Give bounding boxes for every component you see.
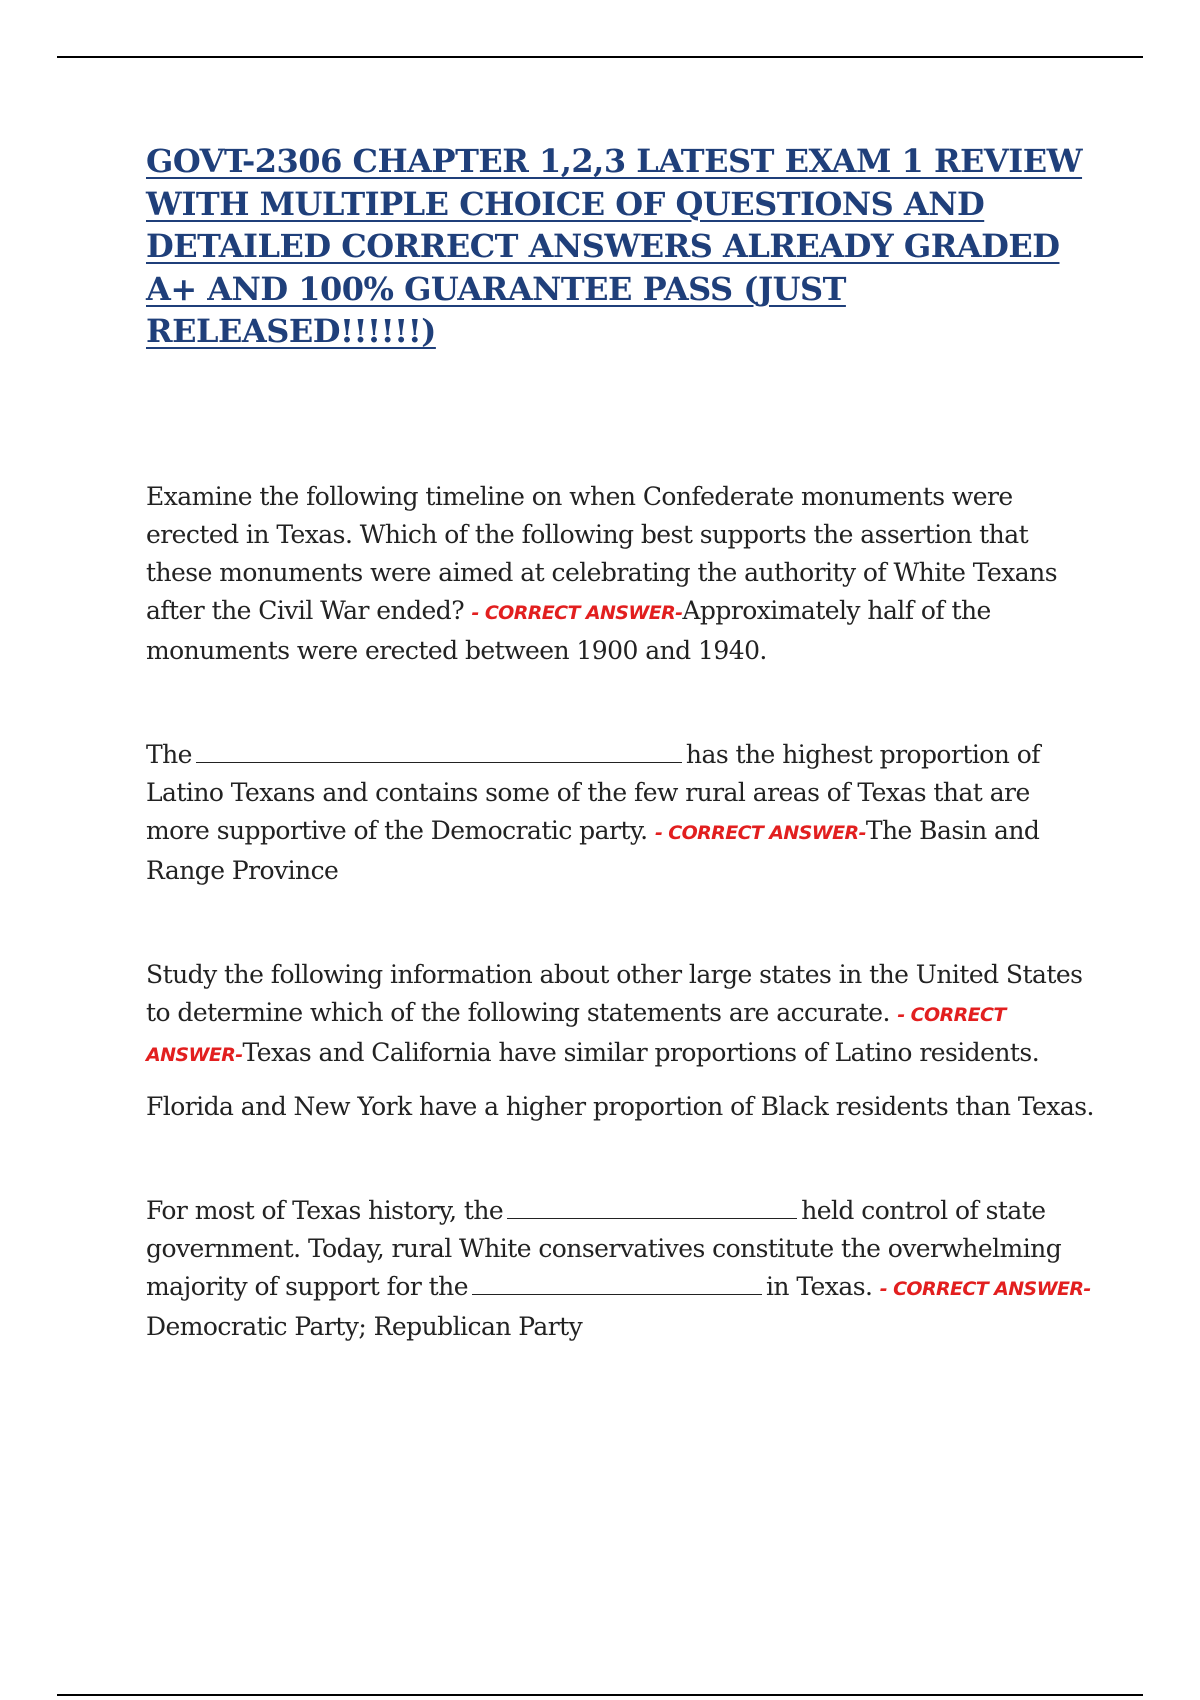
question-1	[146, 478, 1096, 670]
question-text: has the highest proportion of Latino Texans and contains some of the few rural areas of Texas that are more supportive of the Democratic party.	[146, 739, 1040, 845]
top-rule	[57, 56, 1143, 58]
answer-text: Democratic Party; Republican Party	[146, 1311, 583, 1341]
question-text: The	[146, 739, 192, 769]
correct-answer-marker: - CORRECT ANSWER-	[471, 601, 683, 624]
answer-continued: Florida and New York have a higher proportion of Black residents than Texas.	[146, 1091, 1094, 1121]
answer-text: Texas and California have similar proportions of Latino residents.	[242, 1037, 1040, 1067]
question-text: Study the following information about other large states in the United States to determine which of the following statements are accurate.	[146, 959, 1083, 1027]
question-text: in Texas.	[765, 1271, 873, 1301]
question-2	[146, 736, 1096, 890]
fill-in-blank	[472, 1272, 762, 1295]
fill-in-blank	[196, 740, 682, 763]
fill-in-blank	[507, 1196, 797, 1219]
question-3	[146, 956, 1096, 1074]
answer-text: The Basin and Range Province	[146, 815, 1040, 885]
bottom-rule	[57, 1694, 1143, 1696]
question-text: For most of Texas history, the	[146, 1195, 504, 1225]
correct-answer-marker: - CORRECT ANSWER-	[654, 821, 866, 844]
question-text: held control of state government. Today, rural White conservatives constitute the overwhelming majority of support for the	[146, 1195, 1062, 1301]
correct-answer-marker: - CORRECT ANSWER-	[146, 1003, 1006, 1066]
correct-answer-marker: - CORRECT ANSWER-	[879, 1277, 1091, 1300]
document-body	[146, 140, 1096, 1346]
document-title: GOVT-2306 CHAPTER 1,2,3 LATEST EXAM 1 REVIEW WITH MULTIPLE CHOICE OF QUESTIONS AND DETAILED CORRECT ANSWERS ALREADY GRADED A+ AND 100% GUARANTEE PASS (JUST RELEASED!!!!!!)	[146, 142, 1083, 350]
question-4	[146, 1192, 1096, 1346]
answer-text: Approximately half of the monuments were erected between 1900 and 1940.	[146, 595, 991, 665]
question-text: Examine the following timeline on when Confederate monuments were erected in Texas. Which of the following best supports the assertion that these monuments were aimed at celebrating the authority of White Texans after the Civil War ended?	[146, 481, 1057, 625]
